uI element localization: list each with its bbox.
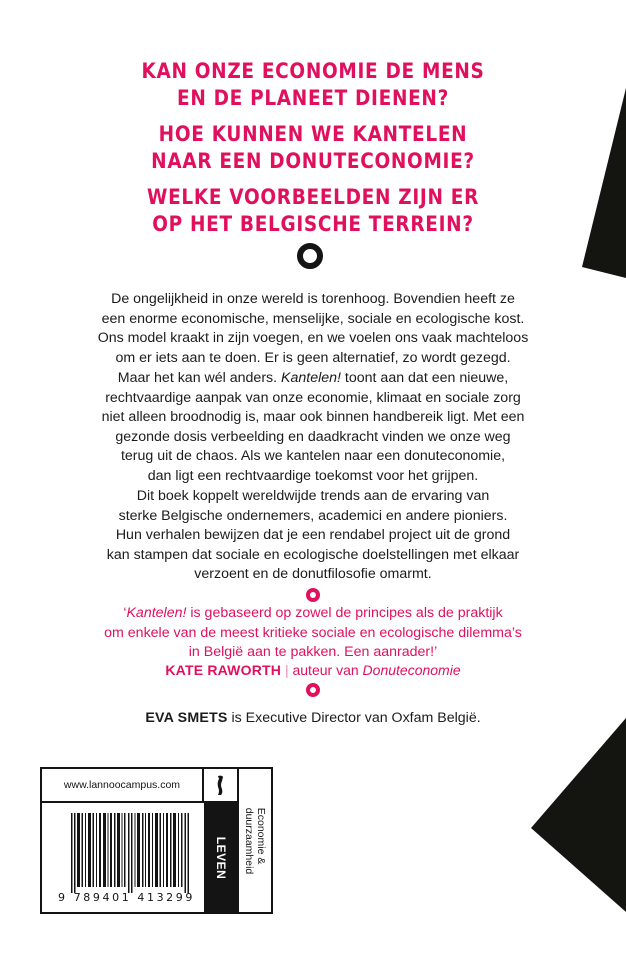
text-line: om enkele van de meest kritieke sociale en ecologische dilemma’s <box>104 624 522 641</box>
text-line: sterke Belgische ondernemers, academici en andere pioniers. <box>118 507 508 524</box>
text-line: dan ligt een rechtvaardige toekomst voor het grijpen. <box>147 467 479 484</box>
isbn-barcode <box>52 813 198 907</box>
headline-line: KAN ONZE ECONOMIE DE MENS <box>141 59 485 84</box>
blurb-paragraph-2 <box>60 369 566 487</box>
donut-icon-black <box>297 243 323 269</box>
text-line: in België aan te pakken. Een aanrader!’ <box>188 644 438 661</box>
headline-line: OP HET BELGISCHE TERREIN? <box>152 212 474 237</box>
imprint-label-cell <box>204 803 239 912</box>
text-line: De ongelijkheid in onze wereld is torenhoog. Bovendien heeft ze <box>111 291 515 307</box>
donut-icon-pink <box>306 588 320 602</box>
author-name: EVA SMETS <box>145 710 228 726</box>
text-line: terug uit de chaos. Als we kantelen naar een donuteconomie, <box>120 448 506 465</box>
text-line: kan stampen dat sociale en ecologische doelstellingen met elkaar <box>106 546 520 563</box>
text-line: gezonde dosis verbeelding en daadkracht vinden we onze weg <box>115 428 511 445</box>
category-line: Economie & <box>255 807 267 864</box>
headline-question-3 <box>44 184 582 238</box>
text-line <box>40 604 586 624</box>
category-line: duurzaamheid <box>243 807 255 874</box>
quote-author: KATE RAWORTH <box>165 662 282 678</box>
publisher-url[interactable]: www.lannoocampus.com <box>42 769 204 803</box>
text-span: Maar het kan wél anders. <box>117 370 282 386</box>
text-line: een enorme economische, menselijke, sociale en ecologische kost. <box>101 310 525 327</box>
author-role: auteur van <box>292 662 363 678</box>
author-bio <box>40 710 586 726</box>
category-label <box>243 807 267 874</box>
headline-line: HOE KUNNEN WE KANTELEN <box>158 122 468 147</box>
endorsement-quote <box>40 604 586 663</box>
donut-icon-pink <box>306 683 320 697</box>
text-line: Ons model kraakt in zijn voegen, en we voelen ons vaak machteloos <box>97 330 529 347</box>
headline-line: WELKE VOORBEELDEN ZIJN ER <box>146 185 480 210</box>
barcode-box <box>40 767 273 914</box>
text-line: niet alleen broodnodig is, maar ook binnen handbereik ligt. Met een <box>101 409 525 426</box>
blurb-paragraph-1 <box>60 290 566 368</box>
headline-line: NAAR EEN DONUTECONOMIE? <box>151 149 475 174</box>
isbn-number: 9 789401 413299 <box>58 891 195 904</box>
category-cell <box>239 769 271 912</box>
quote-mark: ‘ <box>123 605 127 621</box>
book-title-italic: Kantelen! <box>281 370 341 386</box>
imprint-label: LEVEN <box>213 836 228 879</box>
headline-line: EN DE PLANEET DIENEN? <box>176 86 450 111</box>
text-line: Hun verhalen bewijzen dat je een rendabel project uit de grond <box>115 527 511 544</box>
separator: | <box>284 662 289 678</box>
quote-attribution <box>40 662 586 678</box>
text-line <box>60 369 566 389</box>
text-line: rechtvaardige aanpak van onze economie, klimaat en sociale zorg <box>105 389 521 406</box>
author-bio-text: is Executive Director van Oxfam België. <box>227 710 481 726</box>
headline-question-2 <box>44 121 582 175</box>
book-title-italic: Kantelen! <box>126 605 187 621</box>
text-line: Dit boek koppelt wereldwijde trends aan de ervaring van <box>136 488 490 504</box>
text-line: verzoent en de donutfilosofie omarmt. <box>194 566 432 583</box>
book-title-italic: Donuteconomie <box>362 662 461 678</box>
headline-question-1 <box>44 58 582 112</box>
barcode-bars <box>71 813 189 893</box>
blurb-paragraph-3 <box>60 487 566 585</box>
headline-questions <box>0 58 626 247</box>
text-line: om er iets aan te doen. Er is geen alternatief, zo wordt gezegd. <box>115 349 511 366</box>
text-span: toont aan dat een nieuwe, <box>340 370 509 386</box>
publisher-logo-icon <box>204 769 239 803</box>
text-span: is gebaseerd op zowel de principes als de praktijk <box>186 605 503 621</box>
